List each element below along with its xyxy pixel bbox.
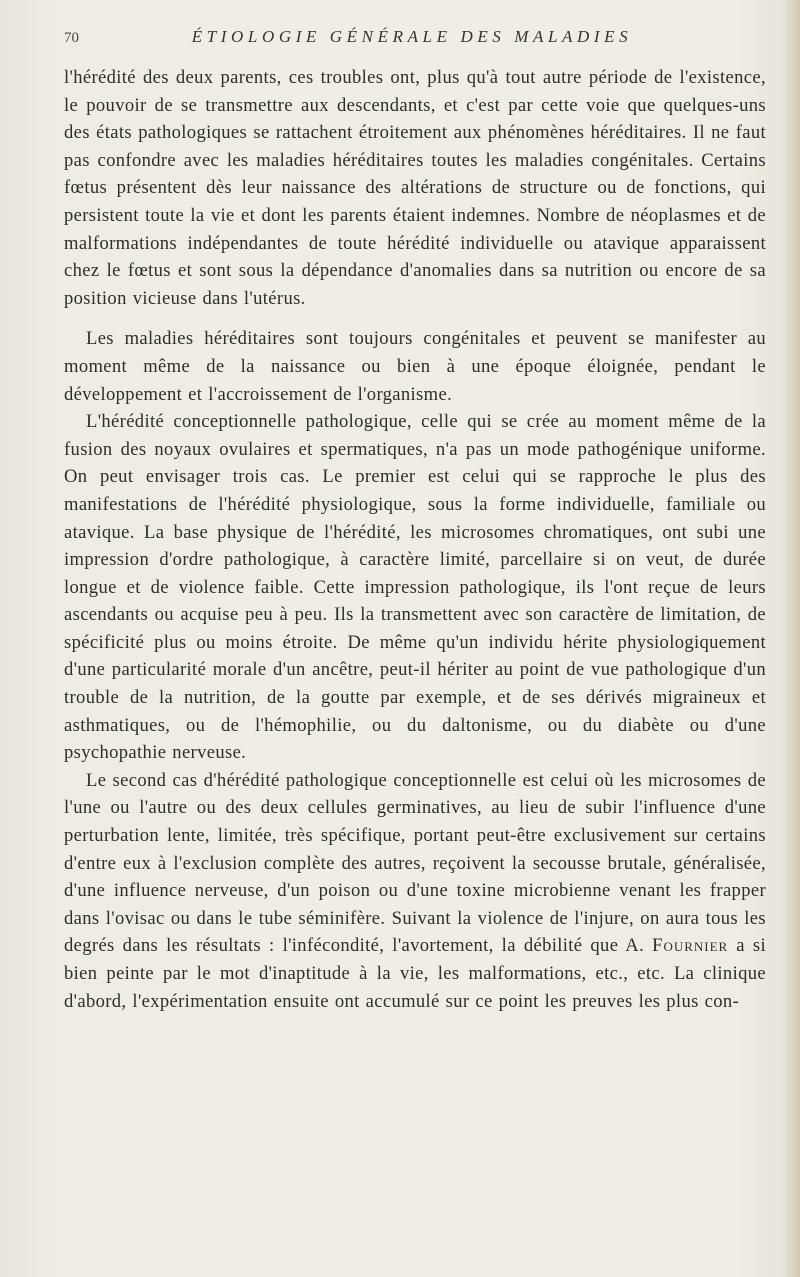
paragraph-3: L'hérédité conceptionnelle pathologique, celle qui se crée au moment même de la fusion des noyaux ovulaires et spermatiques, n'a pas un mode pathogénique uniforme. On peut envisager trois cas. Le premier est celui qui se rapproche le plus des manifestations de l'hérédité physiologique, sous la forme individuelle, familiale ou atavique. La base physique de l'hérédité, les microsomes chromatiques, ont subi une impression d'ordre pathologique, à caractère limité, parcellaire si on veut, de durée longue et de violence faible. Cette impression pathologique, ils l'ont reçue de leurs ascendants ou acquise peu à peu. Ils la transmettent avec son caractère de limitation, de spécificité plus ou moins étroite. De même qu'un individu hérite physiologiquement d'une particularité morale d'un ancêtre, peut-il hériter au point de vue pathologique d'un trouble de la nutrition, de la goutte par exemple, et de ses dérivés migraineux et asthmatiques, ou de l'hémophilie, ou du daltonisme, ou du diabète ou d'une psychopathie nerveuse. bbox=[64, 411, 766, 764]
body-text bbox=[64, 64, 766, 1015]
page-header bbox=[62, 26, 762, 56]
paragraph-4-start: Le second cas d'hérédité pathologique conceptionnelle est celui où les microsomes de l'une ou l'autre ou des deux cellules germinatives, au lieu de subir l'influence d'une perturbation lente, limitée, très spécifique, portant peut-être exclusivement sur certains d'entre eux à l'exclusion complète des autres, reçoivent la secousse brutale, généralisée, d'une influence nerveuse, d'un poison ou d'une toxine microbienne venant les frapper dans l'ovisac ou dans le tube séminifère. Suivant la violence de l'injure, on aura tous les degrés dans les résultats : l'infécondité, l'avortement, la débilité que A. bbox=[64, 769, 766, 957]
paragraph-1: l'hérédité des deux parents, ces troubles ont, plus qu'à tout autre période de l'existence, le pouvoir de se transmettre aux descendants, et c'est par cette voie que quelques-uns des états pathologiques se rattachent étroitement aux phénomènes héréditaires. Il ne faut pas confondre avec les maladies héréditaires toutes les maladies congénitales. Certains fœtus présentent dès leur naissance des altérations de structure ou de fonctions, qui persistent toute la vie et dont les parents étaient indemnes. Nombre de néoplasmes et de malformations indépendantes de toute hérédité individuelle ou atavique apparaissent chez le fœtus et sont sous la dépendance d'anomalies dans sa nutrition ou encore de sa position vicieuse dans l'utérus. bbox=[64, 67, 766, 309]
paragraph-4 bbox=[64, 767, 766, 1015]
running-title: ÉTIOLOGIE GÉNÉRALE DES MALADIES bbox=[191, 27, 633, 46]
page-edge bbox=[786, 0, 800, 1277]
paragraph-4-end: a si bien peinte par le mot d'inaptitude à la vie, les malformations, etc., etc. La clinique d'abord, l'expérimentation ensuite ont accumulé sur ce point les preuves les plus con- bbox=[64, 935, 766, 1012]
paragraph-2: Les maladies héréditaires sont toujours congénitales et peuvent se manifester au moment même de la naissance ou bien à une époque éloignée, pendant le développement et l'accroissement de l'organisme. bbox=[64, 328, 766, 405]
page-number: 70 bbox=[64, 30, 79, 46]
author-name: Fournier bbox=[652, 935, 729, 957]
